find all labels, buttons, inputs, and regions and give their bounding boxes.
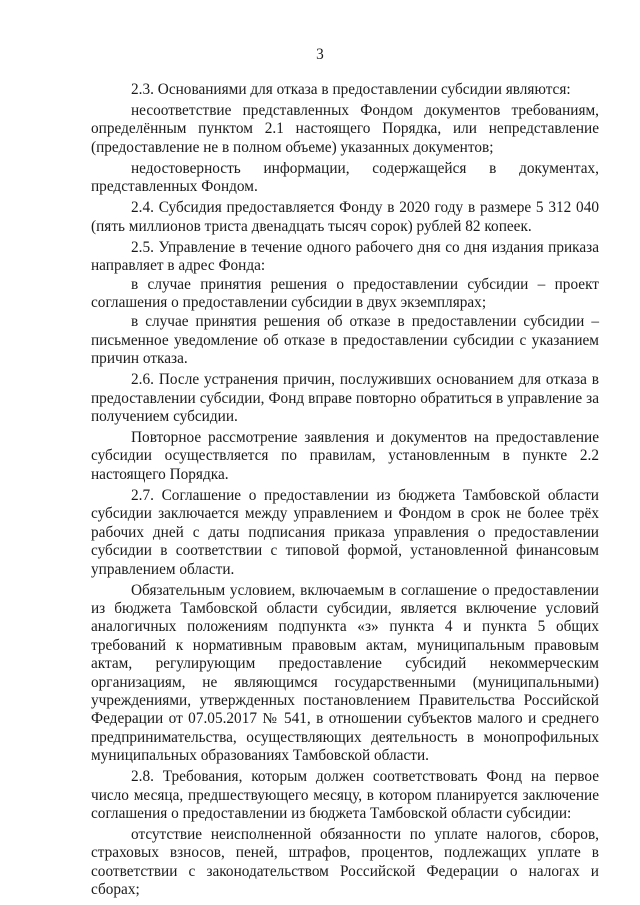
paragraph-2-3: 2.3. Основаниями для отказа в предоставлении субсидии являются:	[131, 81, 571, 98]
paragraph-unreliable-info: недостоверность информации, содержащейся в документах, представленных Фондом.	[91, 159, 599, 196]
paragraph-non-compliance: несоответствие представленных Фондом документов требованиям, определённым пунктом 2.1 настоящего Порядка, или непредставление (предоставление не в полном объеме) указанных документов;	[91, 102, 599, 156]
paragraph-no-tax-debt: отсутствие неисполненной обязанности по уплате налогов, сборов, страховых взносов, пеней, штрафов, процентов, подлежащих уплате в соответствии с законодательством Российской Федерации о налогах и сборах;	[91, 825, 599, 899]
paragraph-refusal-decision: в случае принятия решения об отказе в предоставлении субсидии – письменное уведомление об отказе в предоставлении субсидии с указанием причин отказа.	[91, 313, 599, 368]
page-number: 3	[316, 46, 324, 63]
paragraph-2-6: 2.6. После устранения причин, послуживших основанием для отказа в предоставлении субсидии, Фонд вправе повторно обратиться в управление за получением субсидии.	[91, 371, 599, 426]
paragraph-2-7: 2.7. Соглашение о предоставлении из бюджета Тамбовской области субсидии заключается между управлением и Фондом в срок не более трёх рабочих дней с даты подписания приказа управления о предоставлении субсидии в соответствии с типовой формой, установленной финансовым управлением области.	[91, 486, 599, 578]
document-body	[91, 81, 599, 902]
paragraph-2-4: 2.4. Субсидия предоставляется Фонду в 2020 году в размере 5 312 040 (пять миллионов триста двенадцать тысяч сорок) рублей 82 копеек.	[91, 199, 599, 235]
paragraph-grant-decision: в случае принятия решения о предоставлении субсидии – проект соглашения о предоставлении субсидии в двух экземплярах;	[91, 276, 599, 312]
paragraph-2-8: 2.8. Требования, которым должен соответствовать Фонд на первое число месяца, предшествующего месяцу, в котором планируется заключение соглашения о предоставлении из бюджета Тамбовской области субсидии:	[91, 768, 599, 822]
paragraph-mandatory-condition: Обязательным условием, включаемым в соглашение о предоставлении из бюджета Тамбовской области субсидии, является включение условий аналогичных положениям подпункта «з» пункта 4 и пункта 5 общих требований к нормативным правовым актам, муниципальным правовым актам, регулирующим предоставление субсидий некоммерческим организациям, не являющимся государственными (муниципальными) учреждениями, утвержденных постановлением Правительства Российской Федерации от 07.05.2017 № 541, в отношении субъектов малого и среднего предпринимательства, осуществляющих деятельность в монопрофильных муниципальных образованиях Тамбовской области.	[91, 581, 599, 765]
paragraph-repeat-review: Повторное рассмотрение заявления и документов на предоставление субсидии осуществляется по правилам, установленным в пункте 2.2 настоящего Порядка.	[91, 429, 599, 483]
paragraph-2-5: 2.5. Управление в течение одного рабочего дня со дня издания приказа направляет в адрес Фонда:	[91, 238, 599, 275]
